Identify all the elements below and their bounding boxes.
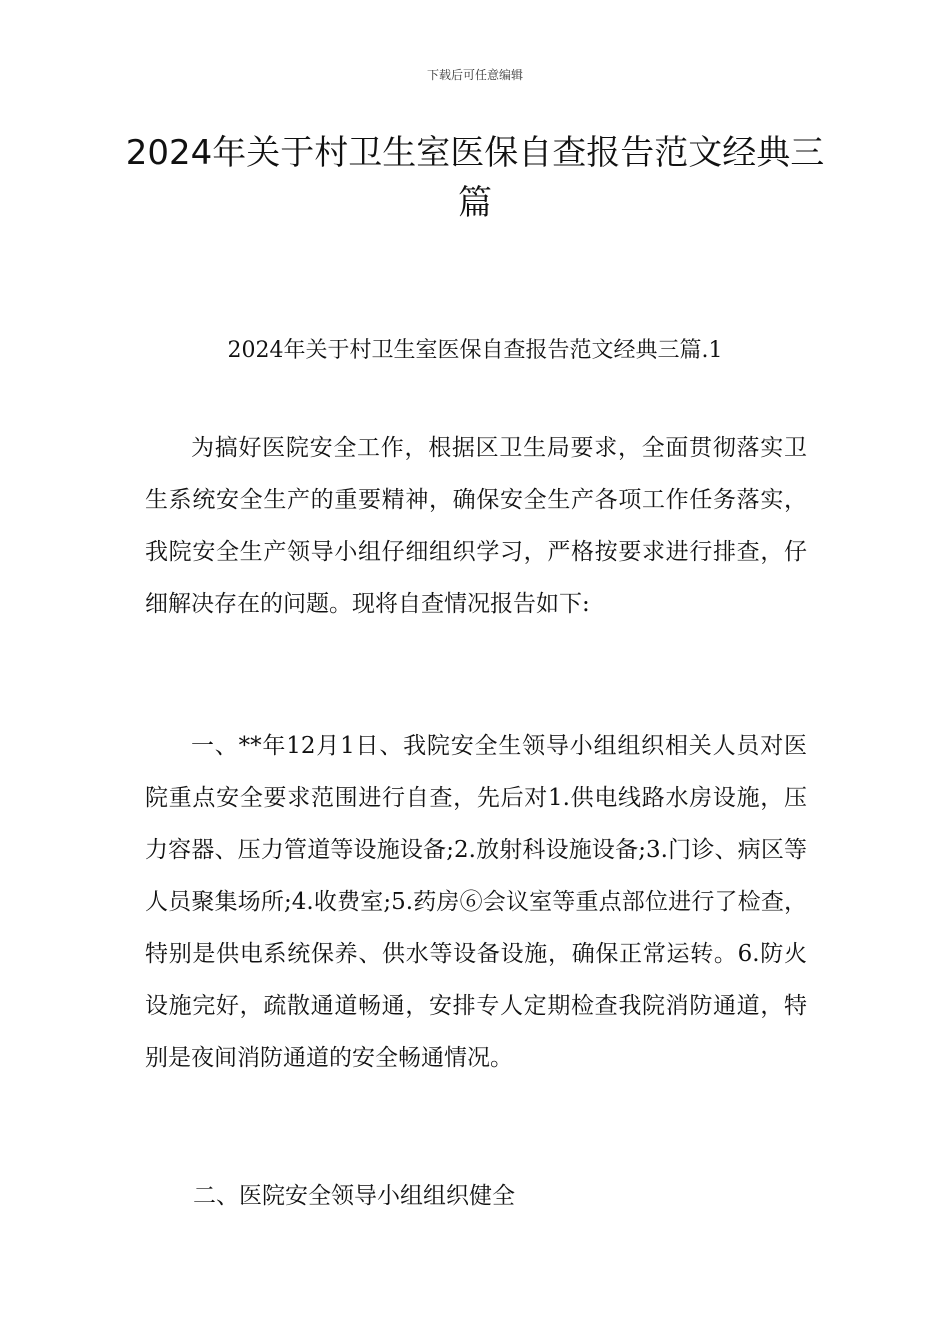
- section-heading: 2024年关于村卫生室医保自查报告范文经典三篇.1: [227, 338, 723, 363]
- document-title: 2024年关于村卫生室医保自查报告范文经典三篇: [125, 133, 825, 223]
- paragraph-item-one: 一、**年12月1日、我院安全生领导小组组织相关人员对医院重点安全要求范围进行自查，先后对1.供电线路水房设施，压力容器、压力管道等设施设备;2.放射科设施设备;3.门诊、病区等人员聚集场所;4.收费室;5.药房⑥会议室等重点部位进行了检查，特别是供电系统保养、供水等设备设施，确保正常运转。6.防火设施完好，疏散通道畅通，安排专人定期检查我院消防通道，特别是夜间消防通道的安全畅通情况。: [145, 733, 807, 1071]
- paragraph-intro: 为搞好医院安全工作，根据区卫生局要求，全面贯彻落实卫生系统安全生产的重要精神，确保安全生产各项工作任务落实，我院安全生产领导小组仔细组织学习，严格按要求进行排查，仔细解决存在的问题。现将自查情况报告如下:: [145, 435, 807, 617]
- page-header-note: 下载后可任意编辑: [426, 68, 523, 82]
- sub-heading-two: 二、医院安全领导小组组织健全: [193, 1183, 515, 1209]
